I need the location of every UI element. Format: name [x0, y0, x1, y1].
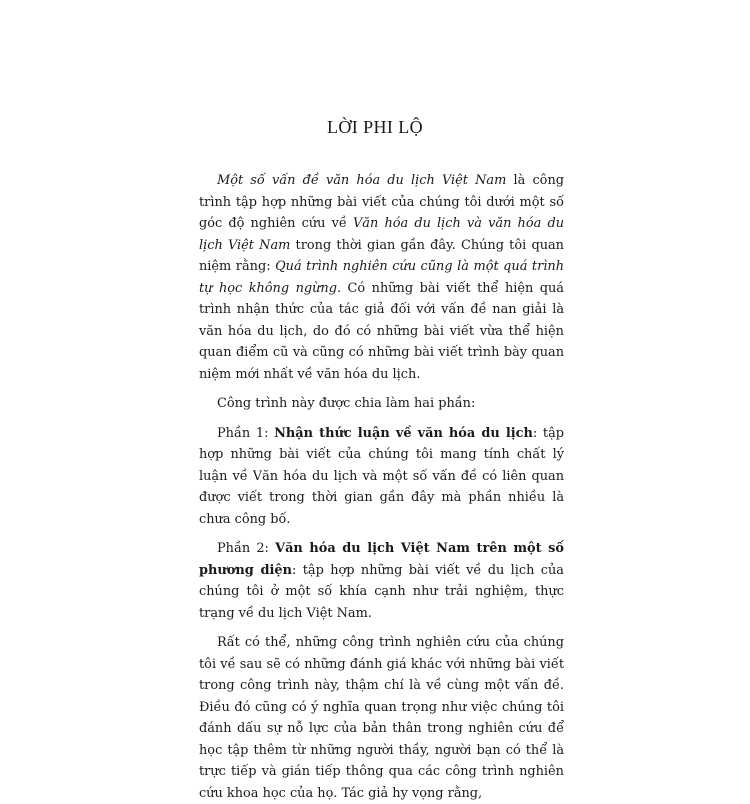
part-heading: Nhận thức luận về văn hóa du lịch: [274, 425, 533, 441]
part-heading: Văn hóa du lịch Việt Nam trên một số phương diện: [199, 541, 564, 578]
paragraph-intro: [199, 170, 564, 385]
paragraph-closing: Rất có thể, những công trình nghiên cứu của chúng tôi về sau sẽ có những đánh giá khác với những bài viết trong công trình này, thậm chí là về cùng một vấn đề. Điều đó cũng có ý nghĩa quan trọng như việc chúng tôi đánh dấu sự nỗ lực của bản thân trong nghiên cứu để học tập thêm từ những người thầy, người bạn có thể là trực tiếp và gián tiếp thông qua các công trình nghiên cứu khoa học của họ. Tác giả hy vọng rằng,: [199, 635, 564, 801]
page-title: LỜI PHI LỘ: [327, 117, 423, 137]
paragraph-text: là công trình tập hợp những bài viết của chúng tôi dưới một số góc độ nghiên cứu về: [199, 173, 564, 231]
quote-italic: Quá trình nghiên cứu cũng là một quá trình tự học không ngừng: [199, 259, 564, 296]
page-body: [199, 170, 564, 804]
paragraph-structure: Công trình này được chia làm hai phần:: [217, 396, 476, 411]
paragraph-text: trong thời gian gần đây. Chúng tôi quan niệm rằng:: [199, 237, 564, 274]
paragraph-text: . Có những bài viết thể hiện quá trình nhận thức của tác giả đối với vấn đề nan giải là văn hóa du lịch, do đó có những bài viết vừa thể hiện quan điểm cũ và cũng có những bài viết trình bày quan niệm mới nhất về văn hóa du lịch.: [199, 280, 564, 382]
part-label: Phần 1:: [217, 425, 275, 441]
part-label: Phần 2:: [217, 541, 276, 556]
topic-italic: Văn hóa du lịch và văn hóa du lịch Việt Nam: [199, 216, 564, 253]
paragraph-text: : tập hợp những bài viết về du lịch của chúng tôi ở một số khía cạnh như trải nghiệm, thực trạng về du lịch Việt Nam.: [199, 562, 564, 621]
paragraph-part-2: [199, 538, 564, 624]
paragraph-text: : tập hợp những bài viết của chúng tôi mang tính chất lý luận về Văn hóa du lịch và một số vấn đề có liên quan được viết trong thời gian gần đây mà phần nhiều là chưa công bố.: [199, 425, 565, 527]
book-title-italic: Một số vấn đề văn hóa du lịch Việt Nam: [217, 173, 507, 188]
paragraph-part-1: [199, 423, 564, 531]
